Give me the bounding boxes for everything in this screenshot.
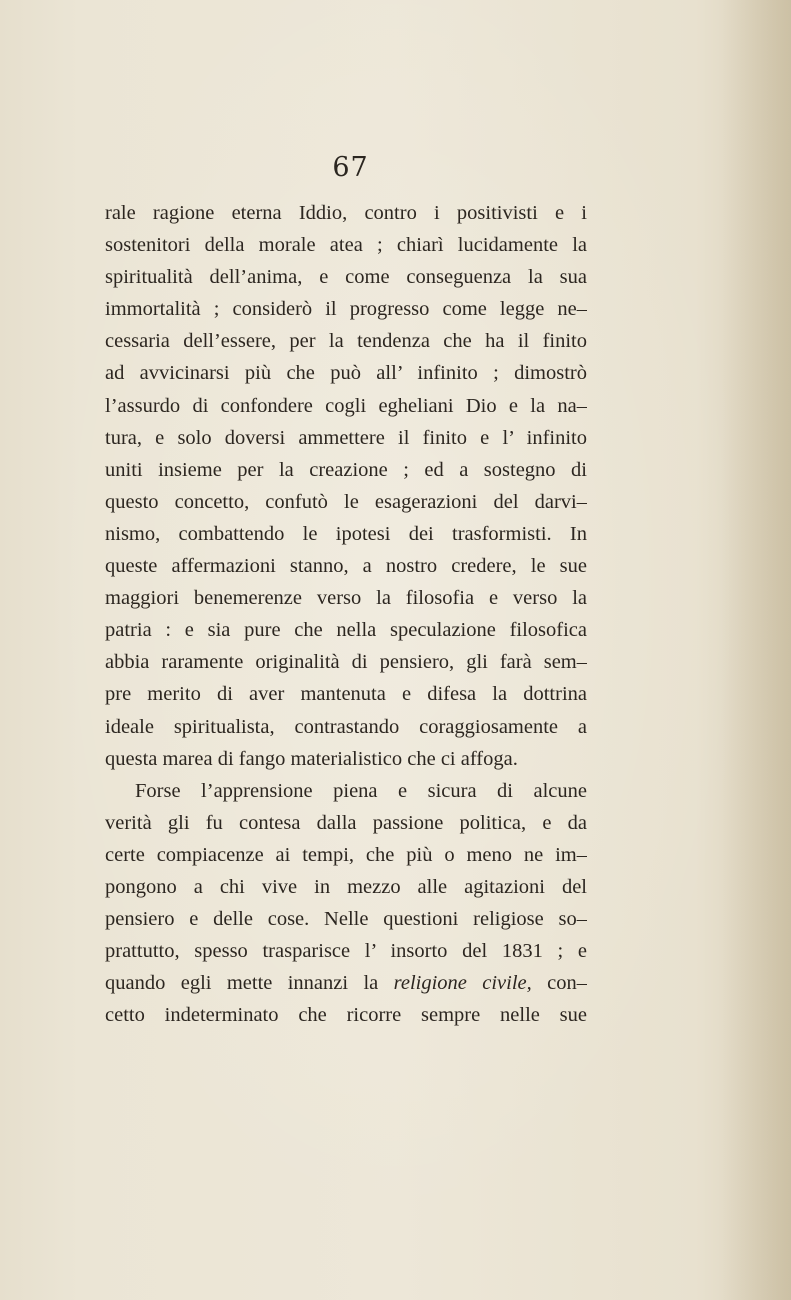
- italic-phrase: religione civile,: [393, 972, 532, 995]
- page-edge-shadow: [721, 0, 791, 1300]
- text-line: sostenitori della morale atea ; chiarì lucidamente la: [105, 234, 587, 257]
- text-line: uniti insieme per la creazione ; ed a sostegno di: [105, 458, 587, 481]
- text-line: l’assurdo di confondere cogli egheliani Dio e la na–: [105, 394, 587, 417]
- paragraph-end-line: questa marea di fango materialistico che ci affoga.: [105, 747, 518, 770]
- text-line: spiritualità dell’anima, e come conseguenza la sua: [105, 266, 587, 289]
- text-line: patria : e sia pure che nella speculazione filosofica: [105, 619, 587, 642]
- text-segment: quando egli mette innanzi la: [105, 972, 394, 995]
- text-line: immortalità ; considerò il progresso come legge ne–: [105, 298, 587, 321]
- text-line: rale ragione eterna Iddio, contro i positivisti e i: [105, 202, 587, 224]
- page-number: 67: [332, 152, 369, 183]
- text-line: queste affermazioni stanno, a nostro credere, le sue: [105, 555, 587, 578]
- text-line: questo concetto, confutò le esagerazioni del darvi–: [105, 490, 587, 513]
- text-line: tura, e solo doversi ammettere il finito e l’ infinito: [105, 426, 587, 449]
- paragraph-start-line: Forse l’apprensione piena e sicura di alcune: [135, 779, 587, 802]
- text-line: nismo, combattendo le ipotesi dei trasformisti. In: [105, 522, 587, 545]
- text-line: ideale spiritualista, contrastando coraggiosamente a: [105, 715, 587, 738]
- text-line: maggiori benemerenze verso la filosofia e verso la: [105, 587, 587, 610]
- body-text: [105, 197, 587, 1031]
- text-line: ad avvicinarsi più che può all’ infinito ; dimostrò: [105, 362, 587, 385]
- text-line: cessaria dell’essere, per la tendenza che ha il finito: [105, 330, 587, 353]
- text-line: prattutto, spesso trasparisce l’ insorto del 1831 ; e: [105, 940, 587, 963]
- text-line: certe compiacenze ai tempi, che più o meno ne im–: [105, 843, 587, 866]
- text-line: verità gli fu contesa dalla passione politica, e da: [105, 811, 587, 834]
- text-line: abbia raramente originalità di pensiero, gli farà sem–: [105, 651, 587, 674]
- text-line: pensiero e delle cose. Nelle questioni religiose so–: [105, 908, 587, 931]
- text-line-with-italic: [105, 967, 587, 999]
- text-line: cetto indeterminato che ricorre sempre nelle sue: [105, 1004, 587, 1027]
- text-line: pongono a chi vive in mezzo alle agitazioni del: [105, 875, 587, 898]
- text-line: pre merito di aver mantenuta e difesa la dottrina: [105, 683, 587, 706]
- text-segment: con–: [531, 972, 587, 995]
